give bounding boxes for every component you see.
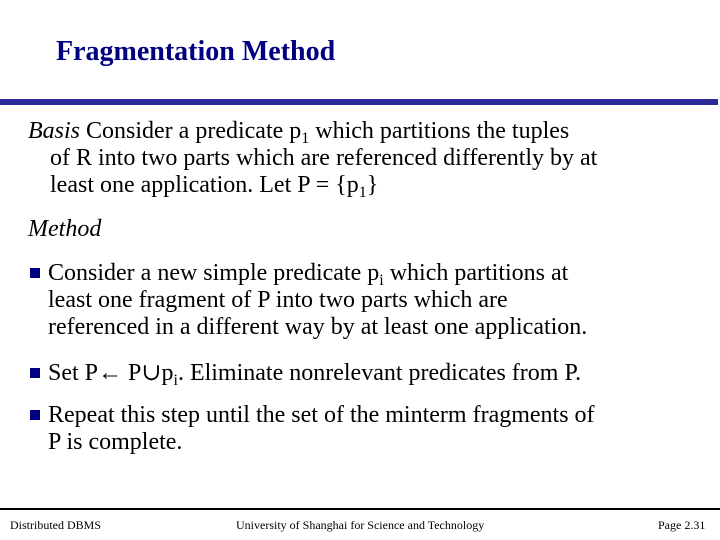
basis-label: Basis [28, 118, 81, 144]
method-bullet-3 [30, 402, 710, 456]
square-bullet-icon [30, 410, 40, 420]
title-divider [0, 99, 718, 105]
basis-paragraph [28, 118, 708, 199]
bullet-1-line-1-suffix: which partitions at [383, 260, 569, 286]
footer-page-number: Page 2.31 [658, 518, 706, 532]
footer-institution: University of Shanghai for Science and Technology [236, 518, 485, 532]
square-bullet-icon [30, 368, 40, 378]
basis-line-1-suffix: which partitions the tuples [309, 118, 570, 144]
bullet-2-suffix: . Eliminate nonrelevant predicates from P. [177, 360, 582, 386]
square-bullet-icon [30, 268, 40, 278]
bullet-2-sub: i [173, 372, 178, 389]
bullet-1-line-1-prefix: Consider a new simple predicate p [48, 260, 380, 286]
bullet-1-line-2: least one fragment of P into two parts which are [48, 287, 508, 313]
method-label: Method [28, 216, 102, 242]
bullet-1-line-1 [48, 260, 710, 287]
footer-divider [0, 508, 720, 510]
slide-title: Fragmentation Method [56, 36, 336, 67]
basis-line-1 [28, 118, 708, 145]
footer-course-name: Distributed DBMS [10, 518, 102, 532]
basis-line-2: of R into two parts which are referenced differently by at [50, 145, 598, 171]
method-bullet-1 [30, 260, 710, 341]
bullet-3-text [48, 402, 710, 456]
bullet-1-text [48, 260, 710, 341]
bullet-3-line-2: P is complete. [48, 429, 183, 455]
bullet-3-line-1: Repeat this step until the set of the minterm fragments of [48, 402, 595, 428]
basis-line-3-suffix: } [366, 172, 379, 198]
method-bullet-2 [30, 360, 710, 387]
bullet-2-prefix: Set P← P∪p [48, 360, 174, 386]
bullet-2-line-1 [48, 360, 710, 387]
bullet-1-line-3: referenced in a different way by at least one application. [48, 314, 588, 340]
basis-line-3-prefix: least one application. Let P = {p [50, 172, 359, 198]
basis-line-1-sub: 1 [301, 130, 310, 147]
basis-line-3-sub: 1 [358, 184, 367, 201]
bullet-1-line-1-sub: i [379, 272, 384, 289]
basis-line-3 [28, 172, 708, 199]
basis-line-1-prefix: Consider a predicate p [80, 118, 302, 144]
bullet-2-text [48, 360, 710, 387]
